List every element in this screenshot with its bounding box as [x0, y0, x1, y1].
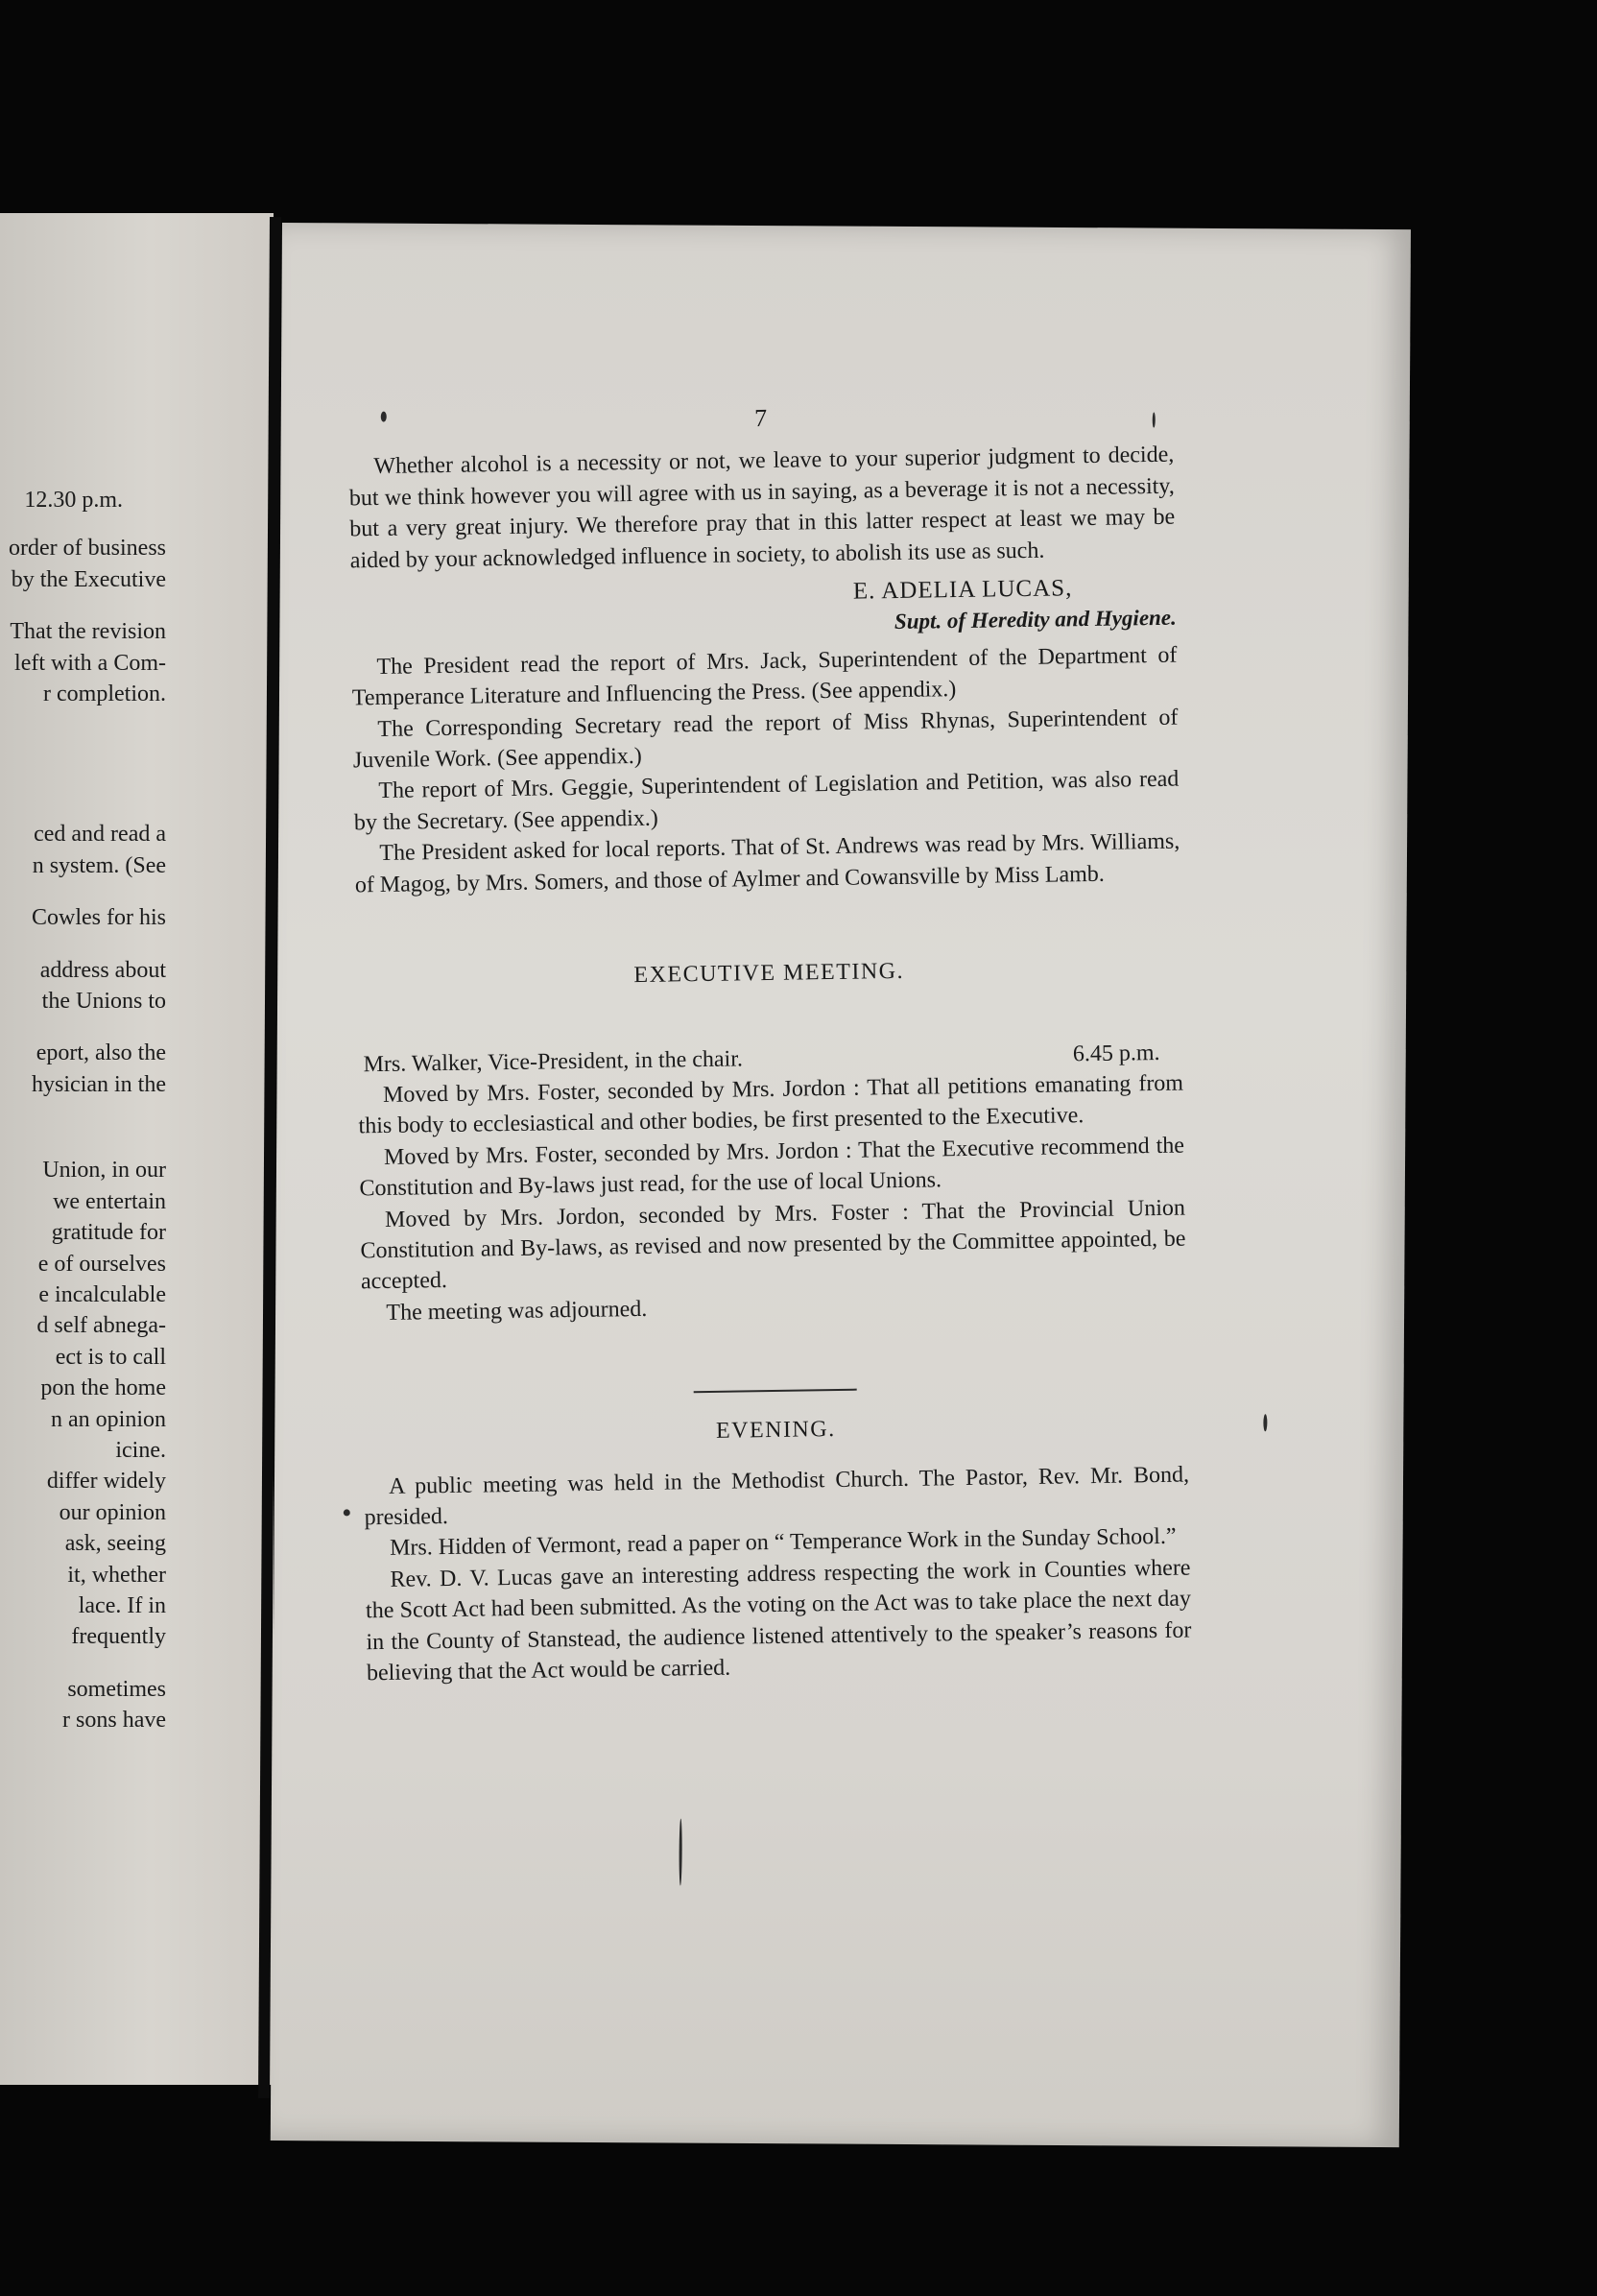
previous-line: ect is to call	[55, 1344, 166, 1370]
previous-line: Cowles for his	[32, 905, 166, 931]
report-paragraph: The report of Mrs. Geggie, Superintendent of Legislation and Petition, was also read by the Secretary. (See appendix.)	[353, 767, 1180, 836]
previous-line: pon the home	[40, 1375, 166, 1401]
motion-paragraph: Moved by Mrs. Foster, seconded by Mrs. Jordon : That all petitions emanating from this body to ecclesiastical and other bodies, be first presented to the Executive.	[358, 1070, 1184, 1139]
previous-line: r completion.	[43, 682, 166, 707]
motion-paragraph: Moved by Mrs. Foster, seconded by Mrs. Jordon : That the Executive recommend the Constitution and By-laws just read, for the use of local Unions.	[359, 1133, 1185, 1202]
reports-section	[351, 639, 1180, 900]
previous-line: Union, in our	[42, 1158, 166, 1184]
executive-meeting-heading: EXECUTIVE MEETING.	[633, 958, 905, 989]
page-content	[348, 403, 1192, 1689]
previous-line: e incalculable	[38, 1281, 166, 1307]
previous-line: left with a Com-	[14, 650, 166, 676]
signature-block	[350, 572, 1177, 647]
executive-chair-text: Mrs. Walker, Vice-President, in the chair.	[363, 1045, 744, 1077]
previous-line: lace. If in	[78, 1592, 166, 1618]
previous-line: ced and read a	[34, 822, 166, 848]
previous-line: r sons have	[62, 1708, 166, 1734]
previous-line: we entertain	[53, 1188, 166, 1214]
previous-line: That the revision	[10, 619, 166, 645]
previous-line: address about	[39, 957, 166, 983]
previous-line: sometimes	[67, 1676, 166, 1702]
previous-line: eport, also the	[36, 1040, 166, 1066]
previous-page-time: 12.30 p.m.	[24, 488, 123, 513]
previous-line: icine.	[115, 1437, 166, 1463]
section-divider	[694, 1389, 857, 1394]
previous-line: n system. (See	[32, 852, 166, 878]
previous-line: it, whether	[67, 1562, 166, 1588]
previous-line: frequently	[71, 1624, 166, 1650]
previous-page-fragment	[0, 213, 274, 2085]
evening-paragraph: Rev. D. V. Lucas gave an interesting address respecting the work in Counties where the Scott Act had been submitted. As the voting on the Act was to take place the next day in the County of Stanstead, the audience listened attentively to the speaker’s reasons for believing that the Act would be carried.	[365, 1555, 1192, 1686]
evening-paragraph: Mrs. Hidden of Vermont, read a paper on “ Temperance Work in the Sunday School.”	[389, 1524, 1177, 1562]
adjournment-paragraph: The meeting was adjourned.	[386, 1296, 648, 1326]
previous-line: d self abnega-	[36, 1313, 166, 1339]
motion-paragraph: Moved by Mrs. Jordon, seconded by Mrs. Foster : That the Provincial Union Constitution and By-laws, as revised and now presented by the Committee appointed, be accepted.	[360, 1195, 1186, 1295]
previous-line: order of business	[9, 536, 166, 562]
signature-title: Supt. of Heredity and Hygiene.	[894, 606, 1177, 634]
previous-line: hysician in the	[32, 1071, 166, 1097]
previous-line: e of ourselves	[37, 1251, 166, 1277]
page-number: 7	[753, 403, 768, 433]
previous-line: the Unions to	[41, 989, 166, 1015]
report-paragraph: The President read the report of Mrs. Jack, Superintendent of the Department of Temperance Literature and Influencing the Press. (See appendix.)	[351, 642, 1178, 711]
executive-time: 6.45 p.m.	[1072, 1040, 1160, 1066]
previous-line: differ widely	[46, 1469, 166, 1495]
previous-line: gratitude for	[51, 1220, 166, 1246]
report-paragraph: The President asked for local reports. That of St. Andrews was read by Mrs. Williams, of Magog, by Mrs. Somers, and those of Aylmer and Cowansville by Miss Lamb.	[354, 828, 1180, 898]
evening-paragraph: A public meeting was held in the Methodist Church. The Pastor, Rev. Mr. Bond, presided.	[364, 1462, 1190, 1531]
previous-line: our opinion	[59, 1499, 166, 1525]
petition-conclusion-paragraph: Whether alcohol is a necessity or not, we leave to your superior judgment to decide, but we think however you will agree with us in saying, as a beverage it is not a necessity, but a very great injury. We therefore pray that in this latter respect at least we may be aided by your acknowledged influence in society, to abolish its use as such.	[348, 442, 1176, 574]
evening-heading: EVENING.	[715, 1417, 836, 1445]
report-paragraph: The Corresponding Secretary read the report of Miss Rhynas, Superintendent of Juvenile Work. (See appendix.)	[352, 705, 1179, 774]
previous-line: ask, seeing	[64, 1531, 166, 1557]
current-page	[271, 223, 1411, 2147]
previous-line: n an opinion	[51, 1406, 166, 1432]
signature-name: E. ADELIA LUCAS,	[852, 575, 1073, 605]
previous-line: by the Executive	[11, 566, 166, 592]
previous-page-text	[0, 485, 166, 1736]
